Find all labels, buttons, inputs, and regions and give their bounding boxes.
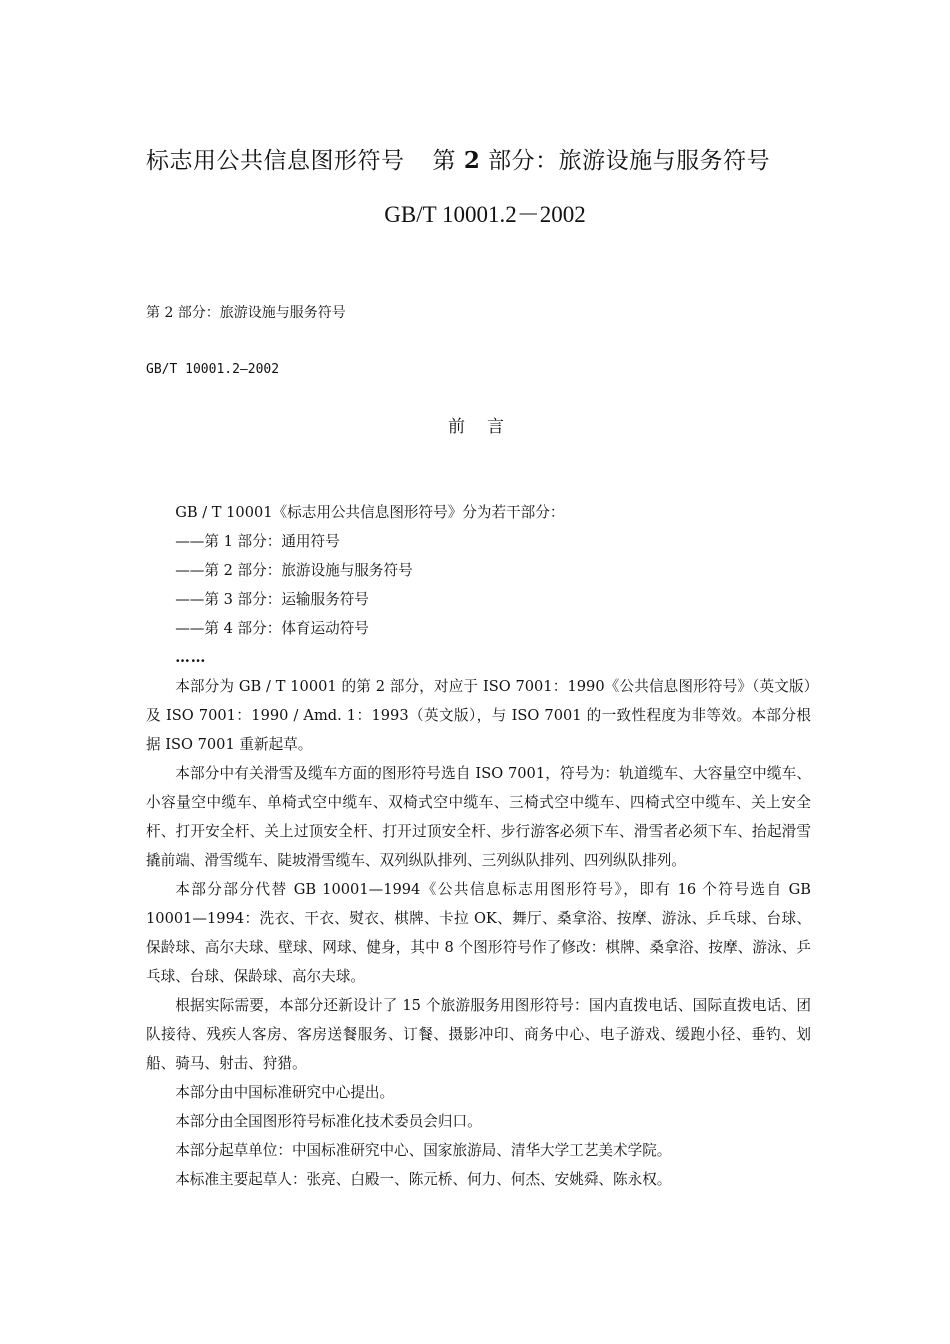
intro-line: GB / T 10001《标志用公共信息图形符号》分为若干部分： (175, 504, 565, 521)
document-title (0, 142, 950, 175)
paragraph: 本部分由中国标准研究中心提出。 (175, 1084, 395, 1101)
foreword-heading: 前言 (448, 417, 526, 437)
paragraph: 本部分由全国图形符号标准化技术委员会归口。 (175, 1113, 482, 1130)
paragraph: 本部分起草单位：中国标准研究中心、国家旅游局、清华大学工艺美术学院。 (175, 1142, 672, 1159)
standard-code: GB/T 10001.2－2002 (384, 202, 586, 227)
paragraph: 本部分为 GB / T 10001 的第 2 部分，对应于 ISO 7001：1990《公共信息图形符号》（英文版）及 ISO 7001：1990 / Amd. 1：1993（英文版），与 ISO 7001 的一致性程度为非等效。本部分根据 ISO 7001 重新起草。 (146, 678, 811, 753)
title-part2-number: 2 (463, 147, 481, 174)
part-list-item: ——第 4 部分：体育运动符号 (175, 620, 369, 637)
part-list-item: ——第 3 部分：运输服务符号 (175, 591, 369, 608)
paragraph: 本部分中有关滑雪及缆车方面的图形符号选自 ISO 7001，符号为：轨道缆车、大容量空中缆车、小容量空中缆车、单椅式空中缆车、双椅式空中缆车、三椅式空中缆车、四椅式空中缆车、关上安全杆、打开安全杆、关上过顶安全杆、打开过顶安全杆、步行游客必须下车、滑雪者必须下车、抬起滑雪撬前端、滑雪缆车、陡坡滑雪缆车、双列纵队排列、三列纵队排列、四列纵队排列。 (146, 765, 811, 869)
title-part1: 标志用公共信息图形符号 (146, 148, 405, 174)
foreword-body (146, 498, 811, 1194)
title-part2-suffix: 部分：旅游设施与服务符号 (488, 148, 771, 174)
paragraph: 本标准主要起草人：张亮、白殿一、陈元桥、何力、何杰、安姚舜、陈永权。 (175, 1171, 672, 1188)
paragraph: 根据实际需要，本部分还新设计了 15 个旅游服务用图形符号：国内直拨电话、国际直拨电话、团队接待、残疾人客房、客房送餐服务、订餐、摄影冲印、商务中心、电子游戏、缓跑小径、垂钓、划船、骑马、射击、狩猎。 (146, 997, 811, 1072)
paragraph: 本部分部分代替 GB 10001—1994《公共信息标志用图形符号》，即有 16 个符号选自 GB 10001—1994：洗衣、干衣、熨衣、棋牌、卡拉 OK、舞厅、桑拿浴、按摩、游泳、乒乓球、台球、保龄球、高尔夫球、壁球、网球、健身，其中 8 个图形符号作了修改：棋牌、桑拿浴、按摩、游泳、乒乓球、台球、保龄球、高尔夫球。 (146, 881, 811, 985)
subheader-code: GB/T 10001.2—2002 (146, 362, 280, 377)
part-list-item: ——第 1 部分：通用符号 (175, 533, 340, 550)
title-part2-prefix: 第 (432, 148, 456, 174)
list-ellipsis: …… (175, 649, 207, 666)
part-list-item: ——第 2 部分：旅游设施与服务符号 (175, 562, 413, 579)
subheader-title: 第 2 部分：旅游设施与服务符号 (146, 305, 346, 321)
